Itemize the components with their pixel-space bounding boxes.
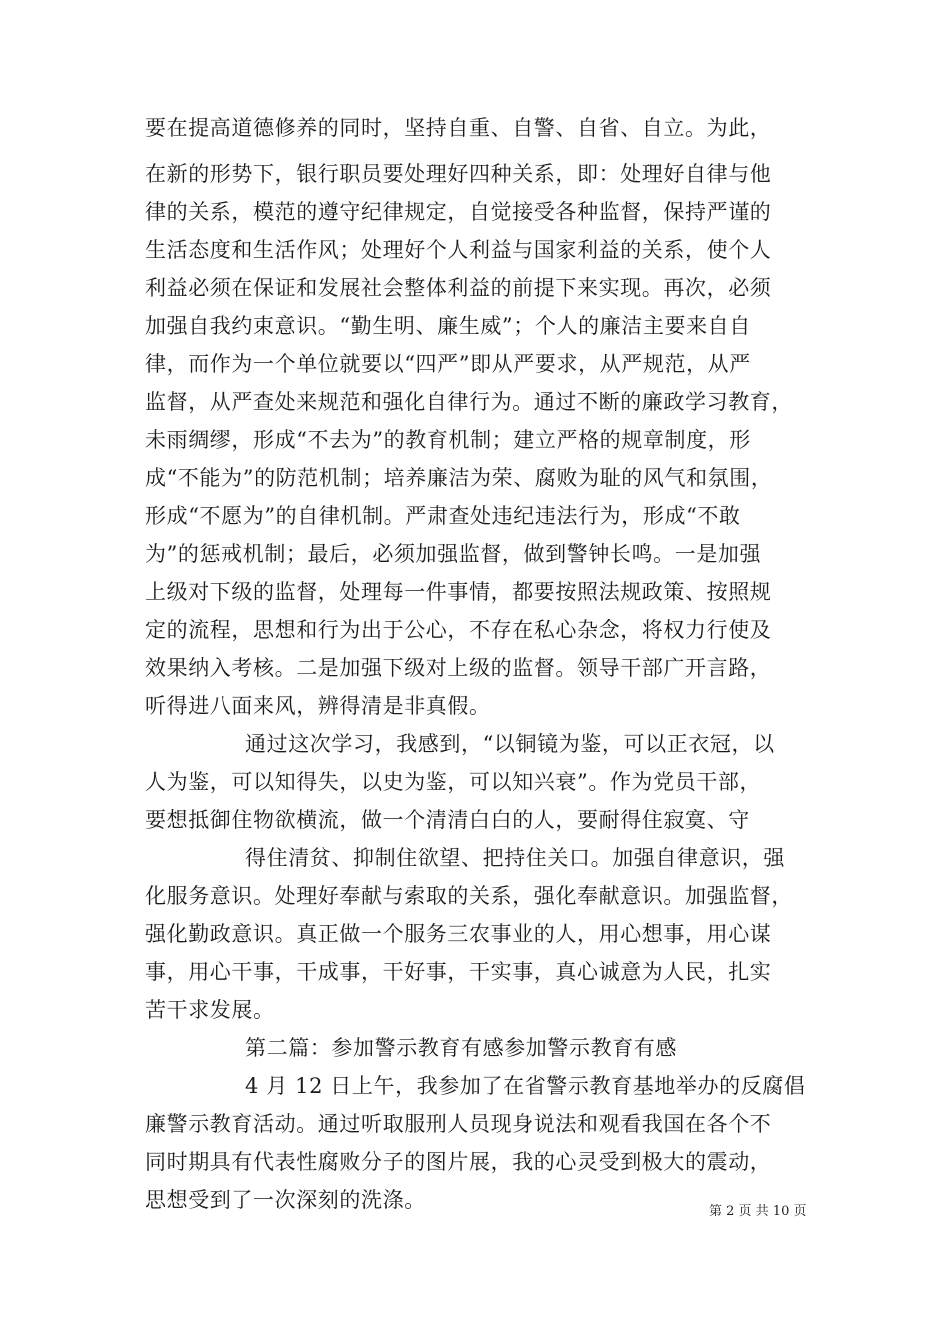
text-line-10: 成“不能为”的防范机制；培养廉洁为荣、腐败为耻的风气和氛围， [145,466,773,490]
text-line-4: 生活态度和生活作风；处理好个人利益与国家利益的关系，使个人 [145,238,772,262]
text-line-21: 化服务意识。处理好奉献与索取的关系，强化奉献意识。加强监督， [145,884,793,908]
text-line-2: 在新的形势下，银行职员要处理好四种关系，即：处理好自律与他 [145,162,772,186]
text-line-19: 要想抵御住物欲横流，做一个清清白白的人，要耐得住寂寞、守 [145,808,750,832]
text-line-11: 形成“不愿为”的自律机制。严肃查处违纪违法行为，形成“不敢 [145,504,741,528]
text-line-29: 思想受到了一次深刻的洗涤。 [145,1188,426,1212]
text-line-12: 为”的惩戒机制；最后，必须加强监督，做到警钟长鸣。一是加强 [145,542,762,566]
text-line-26: 4 月 12 日上午，我参加了在省警示教育基地举办的反腐倡 [245,1074,806,1098]
text-line-22: 强化勤政意识。真正做一个服务三农事业的人，用心想事，用心谋 [145,922,772,946]
text-line-14: 定的流程，思想和行为出于公心，不存在私心杂念，将权力行使及 [145,618,772,642]
text-line-24: 苦干求发展。 [145,998,275,1022]
text-line-28: 同时期具有代表性腐败分子的图片展，我的心灵受到极大的震动， [145,1150,772,1174]
text-line-1: 要在提高道德修养的同时，坚持自重、自警、自省、自立。为此， [145,116,772,140]
text-line-15: 效果纳入考核。二是加强下级对上级的监督。领导干部广开言路， [145,656,772,680]
text-line-17: 通过这次学习，我感到，“以铜镜为鉴，可以正衣冠，以 [245,732,775,756]
section-heading: 第二篇：参加警示教育有感参加警示教育有感 [245,1036,677,1060]
text-line-13: 上级对下级的监督，处理每一件事情，都要按照法规政策、按照规 [145,580,772,604]
text-line-9: 未雨绸缪，形成“不去为”的教育机制；建立严格的规章制度，形 [145,428,751,452]
text-line-16: 听得进八面来风，辨得清是非真假。 [145,694,491,718]
text-line-23: 事，用心干事，干成事，干好事，干实事，真心诚意为人民，扎实 [145,960,772,984]
text-line-5: 利益必须在保证和发展社会整体利益的前提下来实现。再次，必须 [145,276,772,300]
text-line-20: 得住清贫、抑制住欲望、把持住关口。加强自律意识，强 [245,846,785,870]
page-number-footer: 第 2 页 共 10 页 [709,1204,807,1219]
text-line-27: 廉警示教育活动。通过听取服刑人员现身说法和观看我国在各个不 [145,1112,772,1136]
text-line-7: 律，而作为一个单位就要以“四严”即从严要求，从严规范，从严 [145,352,751,376]
text-line-6: 加强自我约束意识。“勤生明、廉生威”；个人的廉洁主要来自自 [145,314,751,338]
text-line-3: 律的关系，模范的遵守纪律规定，自觉接受各种监督，保持严谨的 [145,200,772,224]
text-line-8: 监督，从严查处来规范和强化自律行为。通过不断的廉政学习教育， [145,390,793,414]
text-line-18: 人为鉴，可以知得失，以史为鉴，可以知兴衰”。作为党员干部， [145,770,762,794]
